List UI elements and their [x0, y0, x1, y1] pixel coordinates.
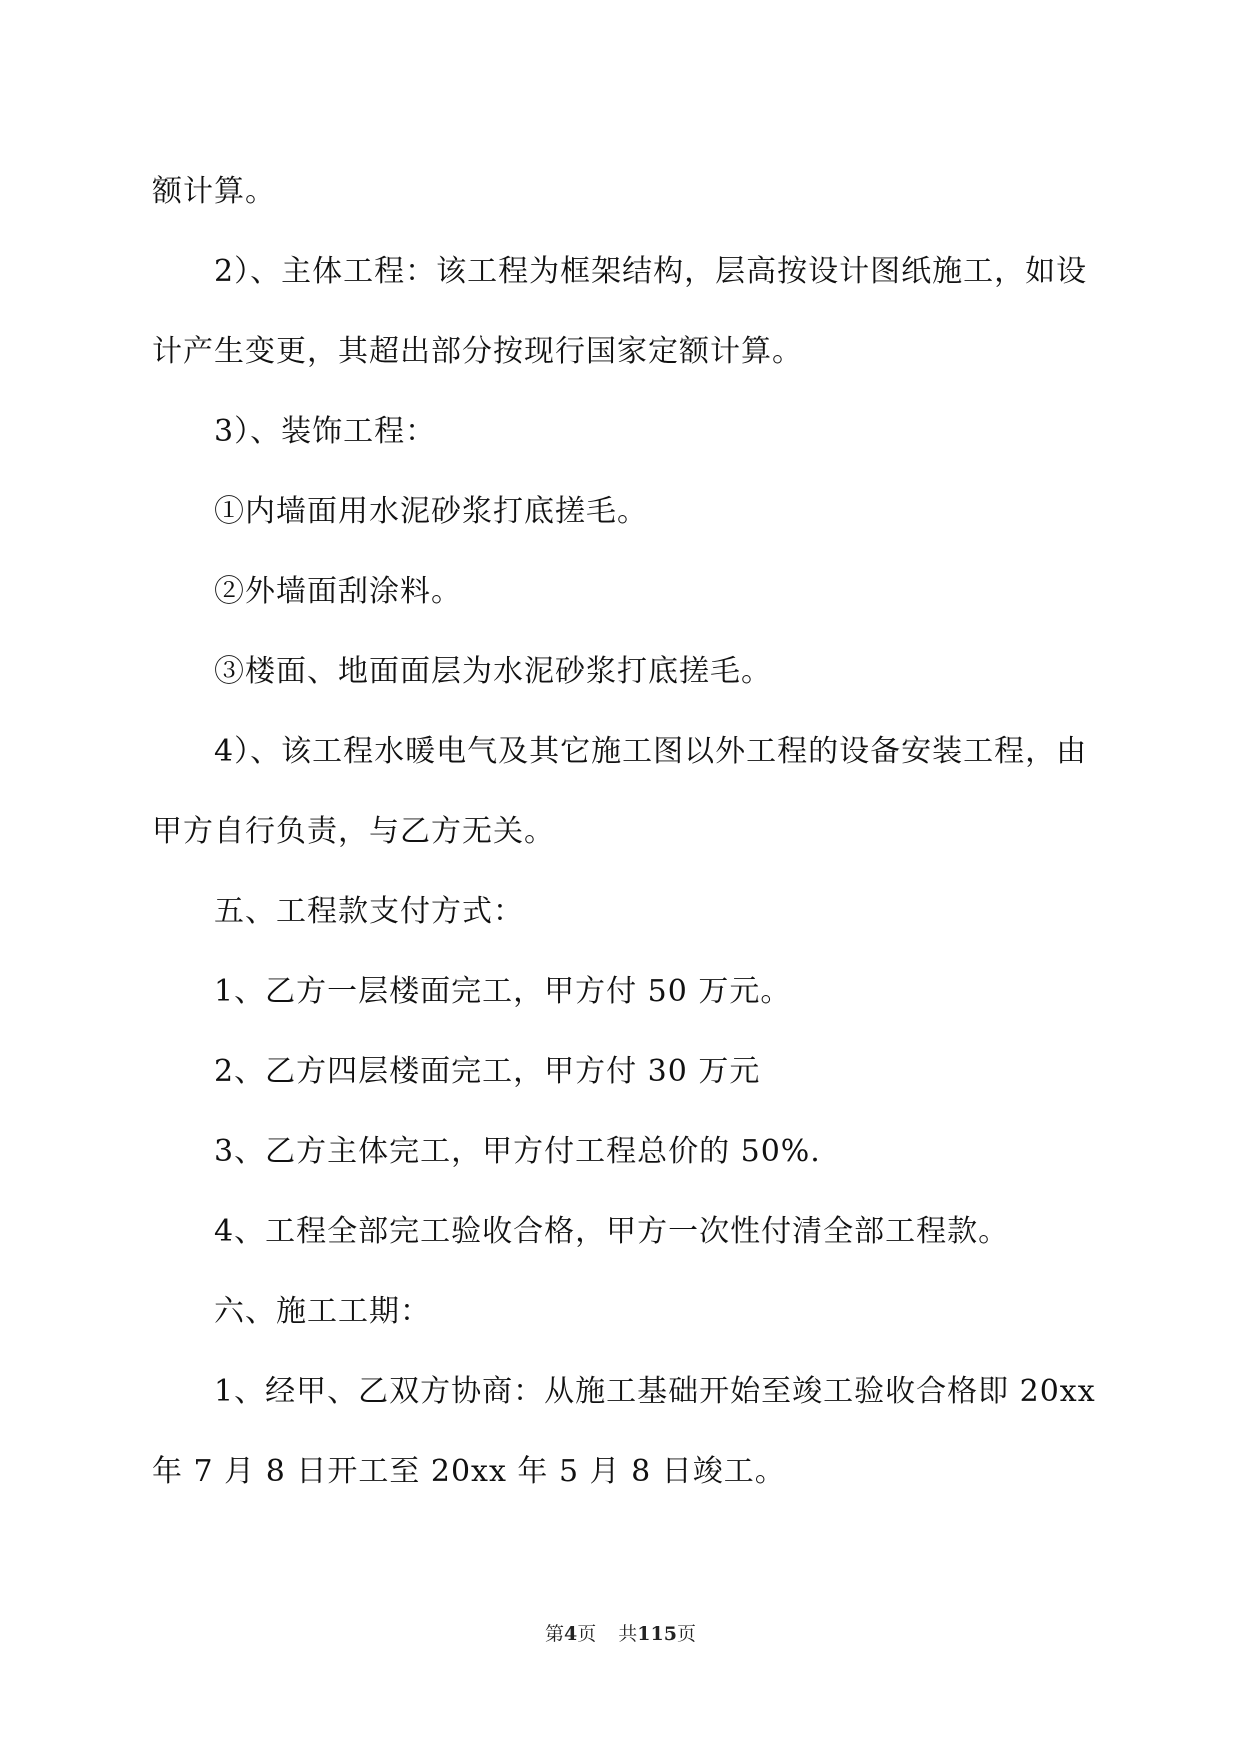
total-prefix: 共 [618, 1623, 638, 1645]
paragraph-line: 年 7 月 8 日开工至 20xx 年 5 月 8 日竣工。 [152, 1454, 786, 1489]
page-footer [0, 1622, 1241, 1646]
paragraph-line: ①内墙面用水泥砂浆打底搓毛。 [214, 494, 648, 529]
page-prefix: 第 [545, 1623, 565, 1645]
paragraph-line: 2）、主体工程：该工程为框架结构，层高按设计图纸施工，如设 [214, 254, 1088, 289]
paragraph-line: ③楼面、地面面层为水泥砂浆打底搓毛。 [214, 654, 772, 689]
section-heading: 五、工程款支付方式： [214, 894, 524, 929]
paragraph-line: 3、乙方主体完工，甲方付工程总价的 50%. [214, 1134, 821, 1169]
paragraph-line: 3）、装饰工程： [214, 414, 437, 449]
paragraph-line: 4）、该工程水暖电气及其它施工图以外工程的设备安装工程，由 [214, 734, 1088, 769]
paragraph-line: 2、乙方四层楼面完工，甲方付 30 万元 [214, 1054, 761, 1089]
page-total: 115 [637, 1623, 677, 1645]
paragraph-line: ②外墙面刮涂料。 [214, 574, 462, 609]
paragraph-line: 甲方自行负责，与乙方无关。 [152, 814, 555, 849]
page-suffix: 页 [577, 1623, 597, 1645]
paragraph-line: 1、乙方一层楼面完工，甲方付 50 万元。 [214, 974, 792, 1009]
paragraph-line: 1、经甲、乙双方协商：从施工基础开始至竣工验收合格即 20xx [214, 1374, 1096, 1409]
total-suffix: 页 [676, 1623, 696, 1645]
paragraph-line: 额计算。 [152, 174, 276, 209]
section-heading: 六、施工工期： [214, 1294, 431, 1329]
paragraph-line: 计产生变更，其超出部分按现行国家定额计算。 [152, 334, 803, 369]
page-current: 4 [564, 1623, 578, 1645]
paragraph-line: 4、工程全部完工验收合格，甲方一次性付清全部工程款。 [214, 1214, 1010, 1249]
